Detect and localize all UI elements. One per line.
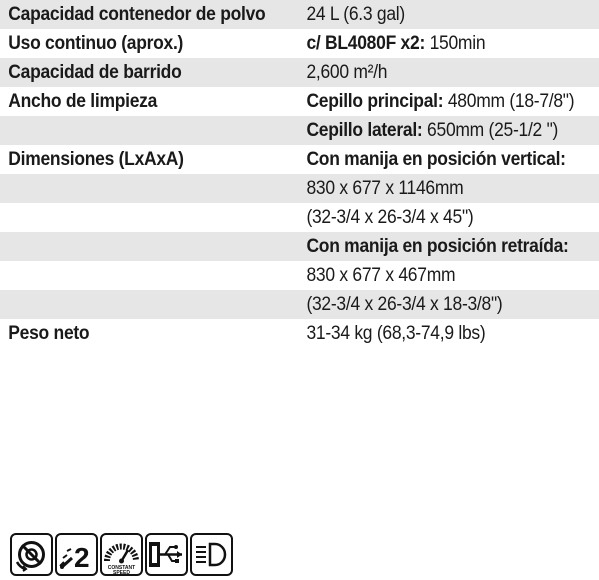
spec-value-text: 480mm (18-7/8") bbox=[443, 90, 575, 112]
spec-value-text: 24 L (6.3 gal) bbox=[306, 3, 405, 25]
feature-icons bbox=[10, 533, 233, 576]
spec-label: Uso continuo (aprox.) bbox=[8, 32, 184, 54]
spec-value-bold: Con manija en posición retraída: bbox=[306, 235, 569, 257]
spec-label: Dimensiones (LxAxA) bbox=[8, 148, 184, 170]
spec-value bbox=[300, 4, 405, 26]
two-speed-text: 2 bbox=[74, 542, 90, 573]
spec-value-text: 31-34 kg (68,3-74,9 lbs) bbox=[306, 322, 486, 344]
spec-value bbox=[300, 91, 574, 113]
spec-row bbox=[0, 145, 599, 174]
spec-value-bold: Cepillo lateral: bbox=[306, 119, 423, 141]
led-light-icon bbox=[190, 533, 233, 576]
spec-row bbox=[0, 319, 599, 348]
spec-value bbox=[300, 294, 502, 316]
spec-value-text: (32-3/4 x 26-3/4 x 45") bbox=[306, 206, 474, 228]
spec-row bbox=[0, 87, 599, 116]
spec-value bbox=[300, 120, 558, 142]
spec-value-text: (32-3/4 x 26-3/4 x 18-3/8") bbox=[306, 293, 503, 315]
spec-row bbox=[0, 232, 599, 261]
spec-row bbox=[0, 261, 599, 290]
spec-value bbox=[300, 265, 455, 287]
spec-value-text: 830 x 677 x 1146mm bbox=[306, 177, 464, 199]
spec-row bbox=[0, 0, 599, 29]
spec-row bbox=[0, 58, 599, 87]
spec-value bbox=[300, 178, 463, 200]
spec-label: Capacidad contenedor de polvo bbox=[8, 3, 266, 25]
spec-value bbox=[300, 62, 387, 84]
usb-port-icon bbox=[145, 533, 188, 576]
spec-value bbox=[300, 33, 485, 55]
two-speed-icon bbox=[55, 533, 98, 576]
spec-label: Capacidad de barrido bbox=[8, 61, 182, 83]
spec-row bbox=[0, 29, 599, 58]
spec-value-bold: Con manija en posición vertical: bbox=[306, 148, 566, 170]
spec-value-text: 650mm (25-1/2 ") bbox=[422, 119, 559, 141]
spec-row bbox=[0, 290, 599, 319]
spec-value bbox=[300, 323, 485, 345]
spec-row bbox=[0, 116, 599, 145]
svg-text:SPEED: SPEED bbox=[113, 570, 130, 574]
spec-row bbox=[0, 174, 599, 203]
spec-value bbox=[300, 207, 473, 229]
spec-row bbox=[0, 203, 599, 232]
spec-value-bold: Cepillo principal: bbox=[306, 90, 444, 112]
spec-label: Ancho de limpieza bbox=[8, 90, 158, 112]
spec-value-text: 150min bbox=[425, 32, 486, 54]
constant-speed-text: CONSTANT bbox=[107, 565, 136, 571]
spec-value-text: 2,600 m²/h bbox=[306, 61, 388, 83]
spec-label: Peso neto bbox=[8, 322, 90, 344]
spec-value bbox=[300, 149, 566, 171]
spec-value bbox=[300, 236, 569, 258]
spec-value-text: 830 x 677 x 467mm bbox=[306, 264, 456, 286]
spec-value-bold: c/ BL4080F x2: bbox=[306, 32, 426, 54]
constant-speed-icon bbox=[100, 533, 143, 576]
brushless-motor-icon bbox=[10, 533, 53, 576]
